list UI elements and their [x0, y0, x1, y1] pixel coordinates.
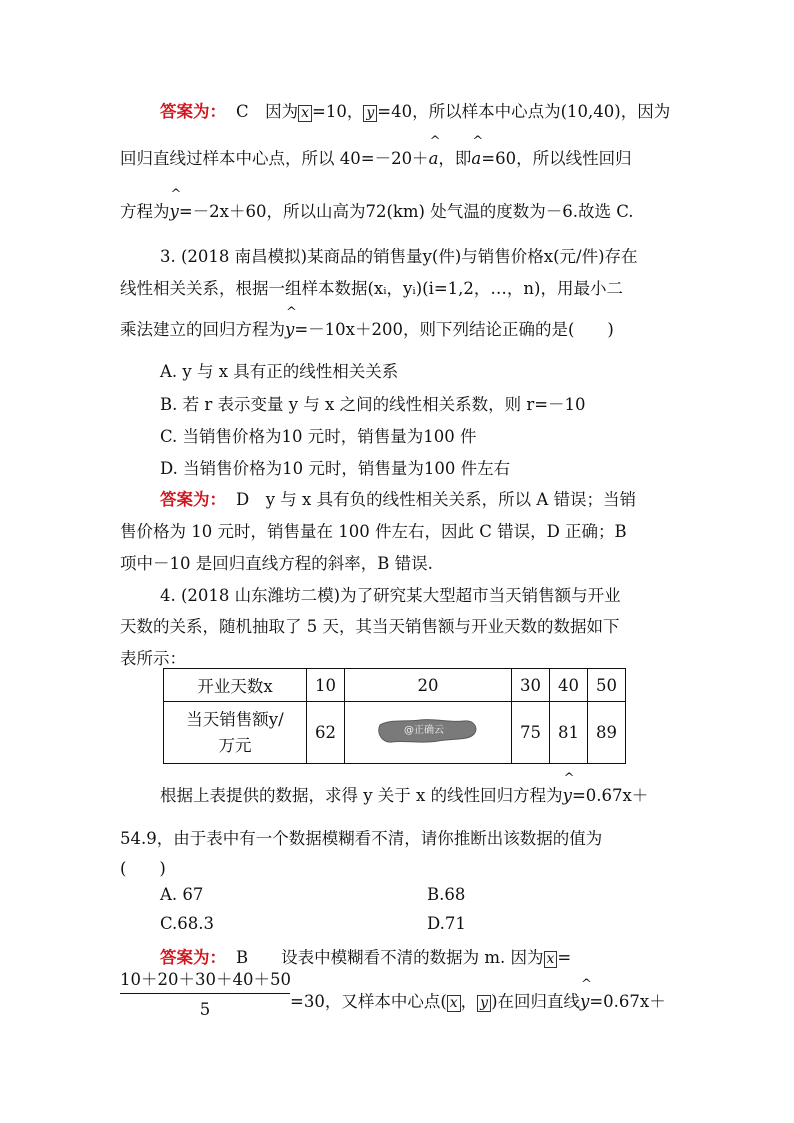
q4-line-2: 天数的关系，随机抽取了 5 天，其当天销售额与开业天数的数据如下: [120, 617, 620, 636]
fraction: [120, 966, 290, 1019]
answer-line-3: 方程为^ y=－2x＋60，所以山高为72(km) 处气温的度数为－6.故选 C.: [120, 198, 633, 222]
q3-answer-line-2: 售价格为 10 元时，销售量在 100 件左右，因此 C 错误，D 正确；B: [120, 522, 627, 541]
y-hat-symbol: ^ y: [170, 202, 179, 221]
sales-data-table: [163, 668, 626, 764]
blurred-cell: [345, 702, 512, 764]
q4-option-a: A. 67: [160, 885, 204, 904]
y-bar-symbol: y: [363, 105, 377, 122]
q4-line-3: 表所示：: [120, 649, 186, 668]
table-cell: 10: [307, 669, 345, 702]
y-hat-symbol: ^ y: [285, 320, 294, 339]
q3-option-c: C. 当销售价格为10 元时，销售量为100 件: [160, 427, 477, 446]
y-bar-symbol: y: [477, 995, 491, 1012]
q3-answer-line-1: 答案为： D y 与 x 具有负的线性相关关系，所以 A 错误；当销: [160, 490, 636, 509]
q3-answer-line-3: 项中－10 是回归直线方程的斜率，B 错误.: [120, 554, 433, 573]
table-cell: 40: [550, 669, 588, 702]
q3-option-a: A. y 与 x 具有正的线性相关关系: [160, 362, 399, 381]
q4-option-d: D.71: [427, 914, 466, 933]
table-cell: 81: [550, 702, 588, 764]
fraction-numerator: 10＋20＋30＋40＋50: [120, 966, 290, 994]
y-hat-symbol: ^ y: [563, 786, 572, 805]
answer-label: 答案为：: [160, 102, 226, 121]
table-header-days: 开业天数x: [164, 669, 307, 702]
q3-line-2: 线性相关关系，根据一组样本数据(xᵢ，yᵢ)(i=1,2，…，n)，用最小二: [120, 279, 623, 298]
table-cell: 75: [512, 702, 550, 764]
fraction-denominator: 5: [199, 1000, 211, 1019]
ink-blot-shape: [376, 716, 480, 746]
q4-after-table-line-1: 根据上表提供的数据，求得 y 关于 x 的线性回归方程为^ y=0.67x＋: [160, 782, 648, 806]
q3-line-1: 3. (2018 南昌模拟)某商品的销售量y(件)与销售价格x(元/件)存在: [160, 247, 638, 266]
ink-blot-image: [376, 716, 480, 750]
q4-after-table-line-3: ( ): [120, 859, 166, 878]
q4-line-1: 4. (2018 山东潍坊二模)为了研究某大型超市当天销售额与开业: [160, 586, 621, 605]
x-bar-symbol: x: [447, 995, 461, 1012]
table-cell: 30: [512, 669, 550, 702]
a-hat-symbol: ^ a: [471, 149, 481, 168]
table-cell: 89: [588, 702, 626, 764]
table-header-sales: 当天销售额y/ 万元: [164, 702, 307, 764]
answer-line-2: 回归直线过样本中心点，所以 40=－20＋^ a，即^ a=60，所以线性回归: [120, 145, 632, 169]
q3-option-d: D. 当销售价格为10 元时，销售量为100 件左右: [160, 459, 511, 478]
table-cell: 50: [588, 669, 626, 702]
q4-option-b: B.68: [427, 885, 466, 904]
table-cell: 62: [307, 702, 345, 764]
answer-label: 答案为：: [160, 490, 226, 509]
q4-answer-line-2: =30，又样本中心点( x ， y )在回归直线^ y=0.67x＋: [290, 988, 666, 1012]
q3-line-3: 乘法建立的回归方程为^ y=－10x＋200，则下列结论正确的是( ): [120, 316, 614, 340]
q4-answer-line-1: 答案为： B 设表中模糊看不清的数据为 m. 因为 x =: [160, 948, 572, 967]
q4-option-c: C.68.3: [160, 914, 215, 933]
table-cell: 20: [345, 669, 512, 702]
x-bar-symbol: x: [298, 105, 312, 122]
watermark-text: @正确云: [404, 724, 444, 736]
a-hat-symbol: ^ a: [429, 149, 439, 168]
y-hat-symbol: ^ y: [580, 992, 589, 1011]
q4-after-table-line-2: 54.9，由于表中有一个数据模糊看不清，请你推断出该数据的值为: [120, 829, 603, 848]
answer-line-1: 答案为： C 因为 x =10， y =40，所以样本中心点为(10,40)，因为: [160, 102, 671, 121]
answer-label: 答案为：: [160, 948, 226, 967]
q3-option-b: B. 若 r 表示变量 y 与 x 之间的线性相关系数，则 r=－10: [160, 395, 586, 414]
x-bar-symbol: x: [544, 951, 558, 968]
